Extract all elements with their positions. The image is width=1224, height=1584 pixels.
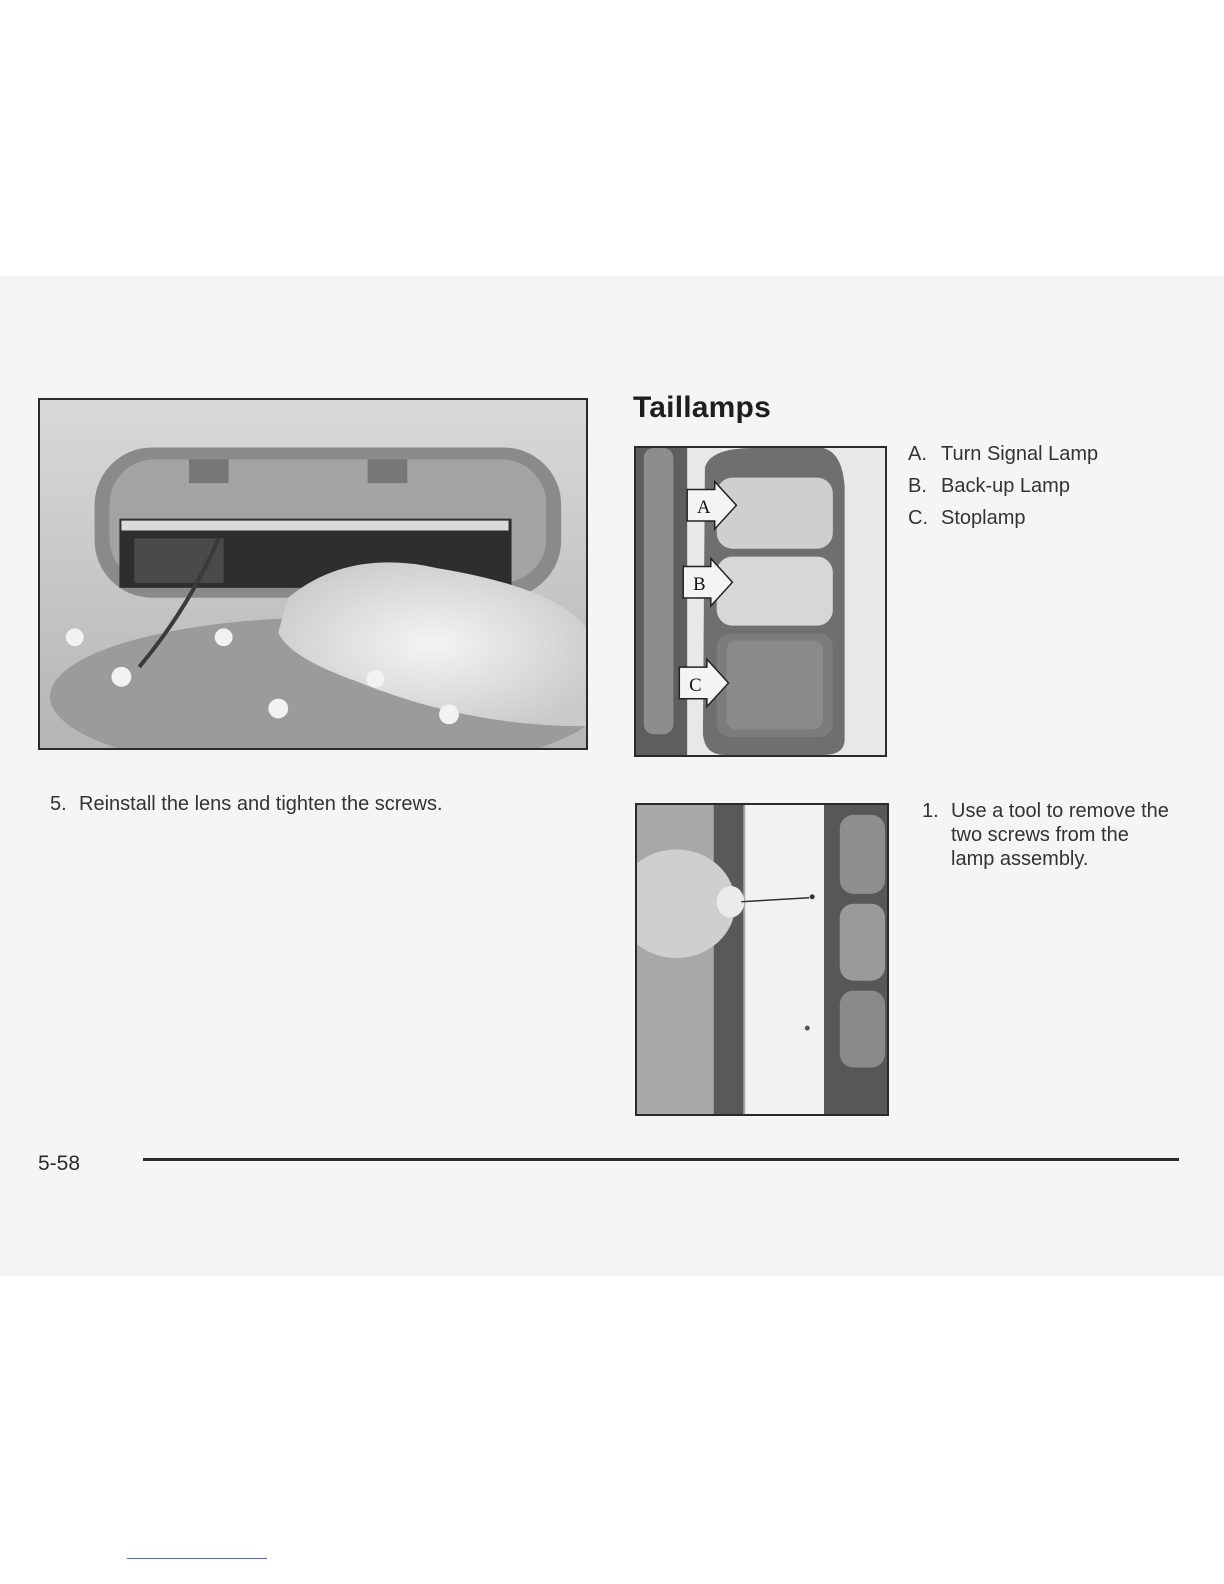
step-1-instruction: 1. Use a tool to remove the two screws from the lamp assembly. <box>922 800 1169 870</box>
page-number: 5-58 <box>38 1152 81 1175</box>
section-title: Taillamps <box>633 391 771 424</box>
callout-a-label: A <box>697 497 711 519</box>
taillamp-photo <box>634 446 887 757</box>
callout-c-label: C <box>689 674 702 696</box>
taillamp-legend <box>908 438 1098 534</box>
legend-item-stoplamp: C. Stoplamp <box>908 507 1026 529</box>
lamp-lens-photo <box>38 398 588 750</box>
legend-item-back-up: B. Back-up Lamp <box>908 475 1070 497</box>
step-5-instruction: 5. Reinstall the lens and tighten the screws. <box>50 793 443 815</box>
callout-b-label: B <box>693 574 706 596</box>
legend-item-turn-signal: A. Turn Signal Lamp <box>908 443 1099 465</box>
bottom-link-underline <box>127 1558 267 1559</box>
lamp-screws-photo <box>635 803 889 1116</box>
footer-rule <box>143 1158 1179 1161</box>
